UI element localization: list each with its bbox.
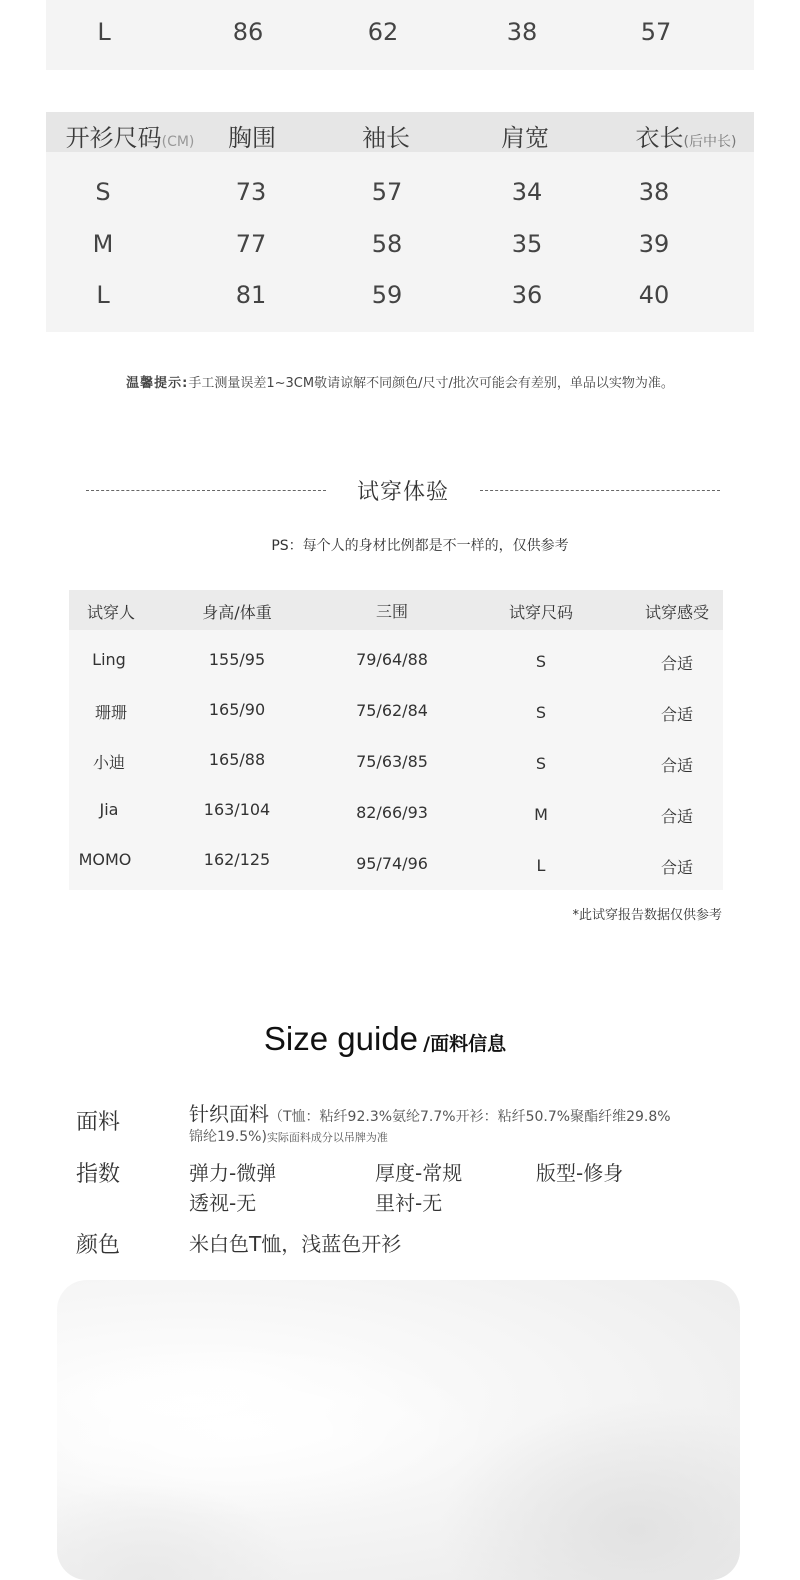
fabric-main: 针织面料 [189,1102,269,1126]
length-note: (后中长) [683,134,737,150]
table-cell: 36 [511,281,543,309]
tried-size: S [535,652,547,671]
table-cell: 57 [371,178,403,206]
measurements: 75/62/84 [356,701,428,720]
try-on-note: *此试穿报告数据仅供参考 [572,908,722,923]
table-cell: 58 [371,230,403,258]
header-height-weight: 身高/体重 [202,603,272,622]
section-title: 试穿体验 [356,480,449,505]
index-label: 指数 [76,1162,121,1187]
size-label: M [92,230,114,258]
height-weight: 165/88 [208,750,266,769]
table-cell: 81 [235,281,267,309]
fit-feeling: 合适 [660,705,694,724]
header-title [66,118,195,153]
fabric-value-line2 [189,1126,388,1146]
table-cell: 62 [367,18,399,46]
fabric-label: 面料 [76,1110,121,1135]
fit-feeling: 合适 [660,654,694,673]
header-size: 试穿尺码 [508,603,574,622]
fabric-detail-cont: 锦纶19.5%) [189,1129,267,1145]
color-label: 颜色 [76,1233,121,1258]
fabric-detail: （T恤：粘纤92.3%氨纶7.7%开衫：粘纤50.7%聚酯纤维29.8% [269,1109,671,1125]
table-cell: 34 [511,178,543,206]
index-lining: 里衬-无 [375,1191,443,1215]
tried-size: S [535,703,547,722]
size-guide-subtitle: /面料信息 [423,1033,507,1055]
fabric-photo [57,1280,740,1580]
header-length [636,118,737,153]
cardigan-size-table [46,112,754,332]
index-elasticity: 弹力-微弹 [189,1161,277,1185]
table-cell: 77 [235,230,267,258]
ps-note: PS：每个人的身材比例都是不一样的，仅供参考 [271,538,569,554]
header-sleeve: 袖长 [362,124,410,152]
tester-name: Ling [92,650,126,669]
tip-label: 温馨提示: [126,376,189,391]
tester-name: Jia [99,800,119,819]
index-transparency: 透视-无 [189,1191,257,1215]
header-feeling: 试穿感受 [644,603,710,622]
table-cell: 35 [511,230,543,258]
header-shoulder: 肩宽 [501,124,549,152]
size-label: S [95,178,111,206]
height-weight: 165/90 [208,700,266,719]
size-guide-heading: Size guide [263,1020,419,1057]
header-tester: 试穿人 [86,603,136,622]
tried-size: M [534,805,548,824]
size-label: L [97,18,111,46]
header-measurements: 三围 [375,602,409,621]
table-cell: 38 [638,178,670,206]
unit-label: (CM) [161,134,195,150]
table-cell: 39 [638,230,670,258]
tried-size: S [535,754,547,773]
table-cell: 57 [640,18,672,46]
length-label: 衣长 [635,124,684,152]
tester-name: MOMO [78,850,132,869]
measurements: 79/64/88 [356,650,428,669]
tip-text: 手工测量误差1~3CM敬请谅解不同颜色/尺寸/批次可能会有差别，单品以实物为准。 [188,376,674,391]
index-fit: 版型-修身 [536,1161,624,1185]
measurement-tip [0,372,800,391]
fit-feeling: 合适 [660,756,694,775]
table-header [69,590,723,630]
color-value: 米白色T恤，浅蓝色开衫 [189,1232,402,1256]
try-on-section-title [86,474,720,506]
height-weight: 155/95 [208,650,266,669]
fit-feeling: 合适 [660,858,694,877]
tried-size: L [536,856,546,875]
measurements: 95/74/96 [356,854,428,873]
size-label: L [96,281,110,309]
table-cell: 40 [638,281,670,309]
tester-name: 珊珊 [94,703,128,722]
measurements: 82/66/93 [356,803,428,822]
height-weight: 163/104 [203,800,271,819]
fit-feeling: 合适 [660,807,694,826]
table-cell: 59 [371,281,403,309]
header-chest: 胸围 [228,124,276,152]
try-on-table [69,590,723,890]
measurements: 75/63/85 [356,752,428,771]
table-cell: 86 [232,18,264,46]
table-header [46,112,754,152]
index-thickness: 厚度-常规 [375,1161,463,1185]
tester-name: 小迪 [92,753,126,772]
fabric-note: 实际面料成分以吊牌为准 [266,1131,388,1144]
table-cell: 38 [506,18,538,46]
fabric-value [189,1098,671,1127]
table-cell: 73 [235,178,267,206]
height-weight: 162/125 [203,850,271,869]
table-title: 开衫尺码 [65,124,162,152]
top-size-table [46,0,754,70]
size-guide-title [0,1020,770,1058]
